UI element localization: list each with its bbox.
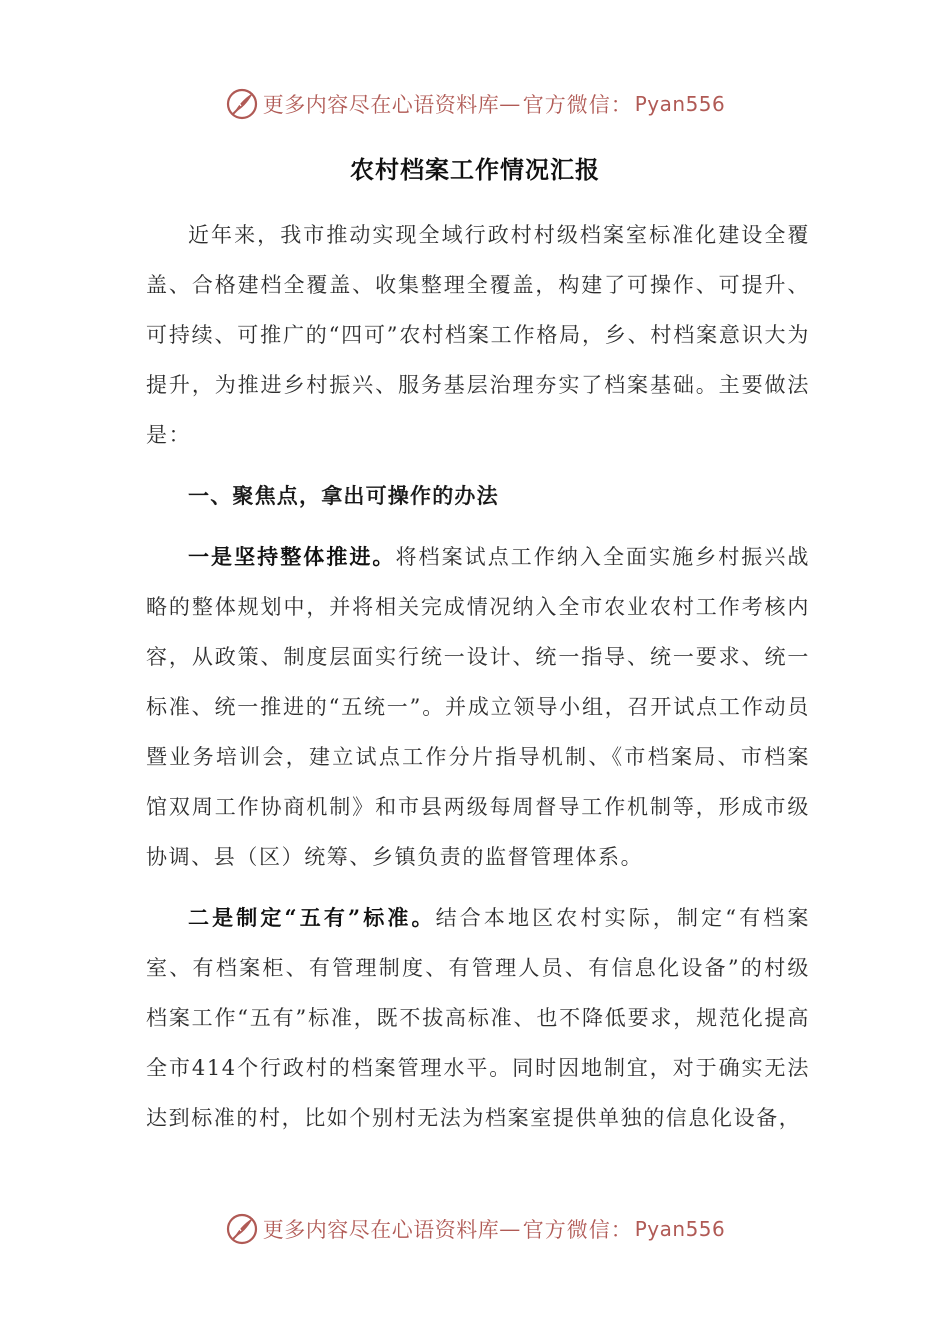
header-banner: [0, 84, 950, 124]
point-1-paragraph: [146, 532, 810, 882]
banner-wechat-label: 官方微信：: [522, 1218, 633, 1242]
document-title: 农村档案工作情况汇报: [350, 155, 600, 184]
point-2-body: 结合本地区农村实际，制定“有档案室、有档案柜、有管理制度、有管理人员、有信息化设备”的村级档案工作“五有”标准，既不拔高标准、也不降低要求，规范化提高全市414个行政村的档案管理水平。同时因地制宜，对于确实无法达到标准的村，比如个别村无法为档案室提供单独的信息化设备，: [146, 906, 810, 1130]
footer-banner: [0, 1209, 950, 1249]
quill-logo-icon: [225, 87, 259, 121]
banner-dash: —: [499, 92, 521, 116]
document-body: [146, 210, 810, 1143]
banner-wechat-id: Pyan556: [634, 92, 726, 116]
banner-brand: 更多内容尽在心语资料库: [262, 93, 500, 117]
point-2-paragraph: [146, 893, 810, 1143]
intro-paragraph: 近年来，我市推动实现全域行政村村级档案室标准化建设全覆盖、合格建档全覆盖、收集整理全覆盖，构建了可操作、可提升、可持续、可推广的“四可”农村档案工作格局，乡、村档案意识大为提升，为推进乡村振兴、服务基层治理夯实了档案基础。主要做法是：: [146, 223, 810, 447]
banner-wechat-label: 官方微信：: [522, 93, 633, 117]
banner-dash: —: [499, 1217, 521, 1241]
point-2-lead: 二是制定“五有”标准。: [188, 905, 436, 930]
quill-logo-icon: [225, 1212, 259, 1246]
section-heading: 一、聚焦点，拿出可操作的办法: [188, 483, 499, 508]
banner-wechat-id: Pyan556: [634, 1217, 726, 1241]
banner-brand: 更多内容尽在心语资料库: [262, 1218, 500, 1242]
point-1-lead: 一是坚持整体推进。: [188, 544, 396, 569]
point-1-body: 将档案试点工作纳入全面实施乡村振兴战略的整体规划中，并将相关完成情况纳入全市农业农村工作考核内容，从政策、制度层面实行统一设计、统一指导、统一要求、统一标准、统一推进的“五统一”。并成立领导小组，召开试点工作动员暨业务培训会，建立试点工作分片指导机制、《市档案局、市档案馆双周工作协商机制》和市县两级每周督导工作机制等，形成市级协调、县（区）统筹、乡镇负责的监督管理体系。: [146, 545, 810, 869]
